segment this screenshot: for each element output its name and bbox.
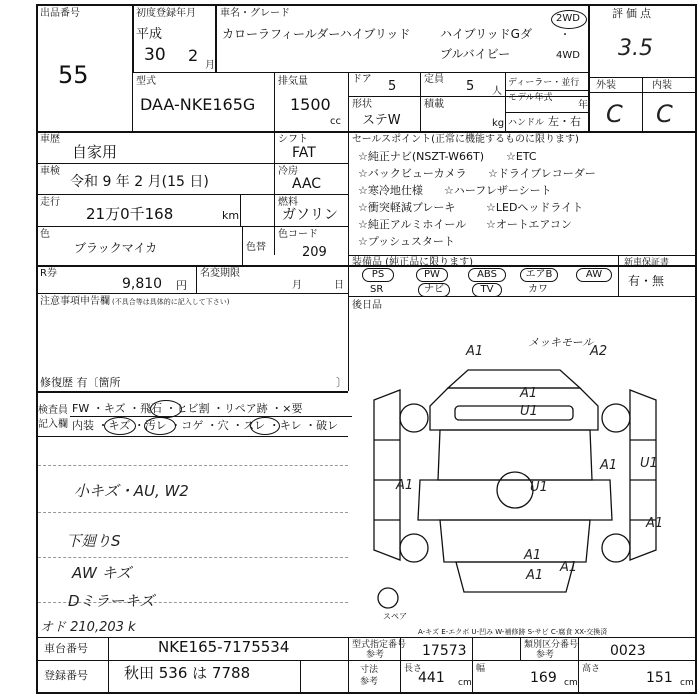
name-change-label: 名変期限 [200, 268, 240, 279]
mileage-unit: km [222, 209, 240, 222]
height-label: 高さ [582, 664, 601, 674]
damage-mark: A1 [526, 568, 544, 583]
damage-mark: A1 [466, 344, 484, 359]
plate-label: 登録番号 [44, 669, 88, 682]
new-book-label: 新車保証書 [624, 258, 670, 268]
color-code-value: 209 [302, 245, 327, 260]
chassis-value: NKE165-7175534 [158, 638, 290, 656]
handle-label: ハンドル [508, 118, 545, 128]
displacement-value: 1500 [290, 95, 331, 114]
mileage-label: 走行 [40, 197, 60, 208]
exterior-label: 外装 [596, 80, 616, 91]
capacity-label: 定員 [424, 74, 444, 85]
selling-point: ☆衝突軽減ブレーキ [358, 201, 456, 214]
color-value: ブラックマイカ [74, 241, 158, 255]
damage-mark: A1 [646, 516, 664, 531]
width-unit: cm [564, 678, 578, 688]
equip-ps: PS [362, 268, 394, 282]
diagram-note: メッキモール [528, 336, 594, 349]
handwritten-note: Dミラーキズ [68, 592, 155, 610]
damage-mark: A1 [560, 560, 578, 575]
plate-value: 秋田 536 は 7788 [124, 664, 251, 682]
capacity-value: 5 [466, 79, 475, 94]
selling-point: ☆ハーフレザーシート [444, 184, 552, 197]
class-value: 0023 [610, 643, 646, 659]
note-line [38, 512, 348, 513]
reg-year: 30 [144, 45, 166, 65]
width-value: 169 [530, 670, 557, 686]
inspector-label2: 記入欄 [38, 419, 68, 430]
class-label: 類別区分番号 [524, 640, 579, 650]
score-label: 評価点 [612, 7, 654, 20]
handle-value: 左・右 [548, 115, 581, 128]
selling-point: ☆ETC [506, 150, 537, 163]
mileage-value: 21万0千168 [86, 205, 174, 223]
drive-4wd: 4WD [556, 50, 580, 61]
width-label: 幅 [476, 664, 486, 674]
name-change-day: 日 [334, 280, 344, 291]
selling-point: ☆純正アルミホイール [358, 218, 467, 231]
fuel-label: 燃料 [278, 197, 298, 208]
reg-era: 平成 [136, 27, 163, 42]
load-label: 積載 [424, 99, 444, 110]
handwritten-note: オド 210,203 k [40, 620, 136, 635]
damage-mark: A2 [590, 344, 608, 359]
name-change-month: 月 [292, 280, 302, 291]
damage-mark: A1 [600, 458, 618, 473]
grade-line1: ハイブリッドGダ [440, 27, 532, 41]
load-unit: kg [492, 118, 505, 129]
notes-sub: (不具合等は具体的に記入して下さい) [112, 298, 230, 306]
inspector-row1: FW ・キズ ・飛石 ・ヒビ割 ・リペア跡 ・×要 [72, 402, 303, 415]
equip-navi: ナビ [418, 283, 450, 297]
designation-value: 17573 [422, 643, 467, 659]
handwritten-note: AW キズ [72, 564, 132, 582]
lot-label: 出品番号 [40, 8, 80, 19]
new-book-value: 有・無 [628, 274, 665, 288]
equip-sr: SR [370, 284, 384, 295]
ac-value: AAC [292, 176, 322, 192]
equip-pw: PW [416, 268, 448, 282]
inspector-label1: 検査員 [38, 405, 68, 416]
note-line [38, 465, 348, 466]
inspector-row2: 内装 ・キズ ・汚レ ・コゲ ・穴 ・スレ ・キレ ・破レ [72, 419, 339, 432]
equip-airbag: エアB [520, 268, 558, 282]
repair-close: 〕 [336, 376, 347, 389]
doors-value: 5 [388, 79, 397, 94]
grade-line2: ブルバイビー [440, 47, 511, 61]
color-label: 色 [40, 229, 50, 240]
class-sub: 参考 [536, 650, 555, 660]
length-unit: cm [458, 678, 472, 688]
model-year-label: モデル年式 [508, 93, 553, 103]
displacement-label: 排気量 [278, 76, 308, 87]
note-line [38, 557, 348, 558]
selling-point: ☆プッシュスタート [358, 235, 455, 248]
reg-month-unit: 月 [205, 60, 215, 71]
first-reg-label: 初度登録年月 [136, 8, 196, 19]
height-value: 151 [646, 670, 673, 686]
selling-point: ☆オートエアコン [486, 218, 572, 231]
length-label: 長さ [404, 664, 423, 674]
designation-label: 型式指定番号 [352, 640, 407, 650]
shift-value: FAT [292, 145, 316, 161]
repair-label: 修復歴 有〔箇所 [40, 376, 121, 389]
recycle-value: 9,810 [122, 276, 163, 292]
selling-point: ☆寒冷地仕様 [358, 184, 423, 197]
exterior-grade: C [606, 100, 623, 128]
damage-mark: A1 [520, 386, 538, 401]
body-value: ステW [362, 113, 401, 128]
shift-label: シフト [278, 134, 308, 145]
equip-leather: カワ [528, 284, 548, 295]
inspection-value: 令和 9 年 2 月(15 日) [70, 174, 209, 190]
car-name: カローラフィールダーハイブリッド [222, 27, 411, 41]
height-unit: cm [680, 678, 694, 688]
equip-abs: ABS [468, 268, 506, 282]
drive-2wd: 2WD [556, 13, 580, 24]
displacement-unit: cc [330, 116, 341, 127]
circle-mark [250, 417, 280, 435]
score-value: 3.5 [618, 36, 653, 61]
selling-point: ☆バックビューカメラ [358, 167, 467, 180]
size-sub: 参考 [360, 677, 379, 687]
recycle-label: R券 [40, 268, 57, 279]
designation-sub: 参考 [366, 650, 385, 660]
selling-points-label: セールスポイント(正常に機能するものに限ります) [352, 134, 579, 145]
damage-mark: A1 [524, 548, 542, 563]
selling-point: ☆ドライブレコーダー [488, 167, 596, 180]
type-label: 型式 [136, 76, 156, 87]
spare-label: スペア [383, 612, 407, 621]
drive-dot: ・ [560, 30, 570, 41]
dealer-label: ディーラー・並行 [508, 78, 580, 88]
damage-legend: A-キズ E-エクボ U-凹み W-補修跡 S-サビ C-腐食 XX-交換済 [418, 628, 608, 636]
doors-label: ドア [352, 74, 372, 85]
circle-mark [104, 417, 136, 435]
color-swap-label: 色替 [246, 242, 266, 253]
model-year-unit: 年 [578, 100, 588, 111]
equip-aw: AW [576, 268, 612, 282]
length-value: 441 [418, 670, 445, 686]
selling-point: ☆純正ナビ(NSZT-W66T) [358, 150, 485, 163]
lot-number: 55 [58, 61, 89, 89]
body-label: 形状 [352, 99, 372, 110]
interior-grade: C [656, 100, 673, 128]
chassis-label: 車台番号 [44, 642, 88, 655]
model-label: 車名・グレード [220, 8, 290, 19]
interior-label: 内装 [652, 80, 672, 91]
damage-mark: U1 [640, 456, 658, 471]
history-label: 車歴 [40, 134, 60, 145]
damage-mark: U1 [530, 480, 548, 495]
equipment-label: 装備品 (純正品に限ります) [352, 257, 473, 268]
circle-mark [144, 417, 176, 435]
fuel-value: ガソリン [282, 207, 338, 223]
size-label: 寸法 [360, 665, 379, 675]
history-value: 自家用 [72, 143, 118, 161]
recycle-unit: 円 [176, 279, 187, 292]
equip-tv: TV [472, 283, 502, 297]
notes-label: 注意事項申告欄 [40, 296, 110, 307]
reg-month: 2 [188, 46, 199, 65]
inspection-label: 車検 [40, 166, 60, 177]
capacity-unit: 人 [492, 86, 502, 97]
type-value: DAA-NKE165G [140, 95, 256, 114]
seat-label: 後日品 [352, 300, 382, 311]
handwritten-note: 下廻りS [66, 532, 121, 550]
damage-mark: U1 [520, 404, 538, 419]
ac-label: 冷房 [278, 166, 298, 177]
selling-point: ☆LEDヘッドライト [486, 201, 584, 214]
damage-mark: A1 [396, 478, 414, 493]
handwritten-note: 小キズ・AU, W2 [74, 482, 189, 500]
color-code-label: 色コード [278, 229, 318, 240]
circle-mark [150, 400, 182, 418]
